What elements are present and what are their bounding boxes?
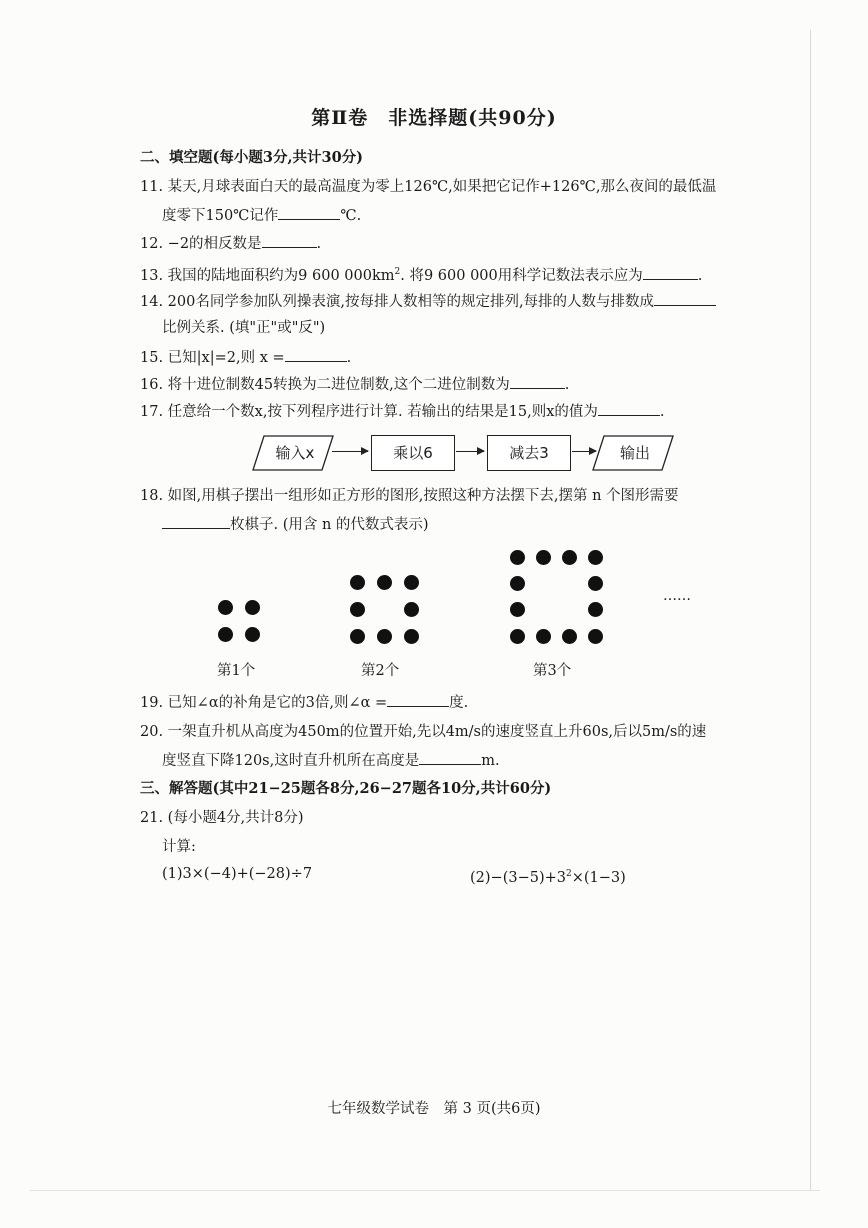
question-11-line1: 11. 某天,月球表面白天的最高温度为零上126℃,如果把它记作+126℃,那么夜间的最低温 bbox=[140, 179, 717, 195]
question-14-line1 bbox=[140, 291, 716, 312]
chess-piece bbox=[377, 629, 392, 644]
question-12-text: 12. −2的相反数是 bbox=[140, 236, 262, 252]
figure-3-label: 第3个 bbox=[533, 663, 572, 679]
chess-piece bbox=[377, 575, 392, 590]
chess-piece bbox=[218, 627, 233, 642]
question-11-line2 bbox=[162, 205, 361, 226]
section-fill-in-header: 二、填空题(每小题3分,共计30分) bbox=[140, 149, 364, 166]
question-11-unit: ℃. bbox=[340, 208, 362, 224]
answer-blank-15 bbox=[285, 347, 347, 362]
question-13 bbox=[140, 262, 702, 286]
chess-piece bbox=[588, 629, 603, 644]
question-16 bbox=[140, 374, 569, 395]
flow-arrow-1 bbox=[332, 451, 368, 452]
page-footer: 七年级数学试卷 第 3 页(共6页) bbox=[327, 1101, 541, 1117]
question-21-header: 21. (每小题4分,共计8分) bbox=[140, 810, 304, 826]
chess-piece bbox=[350, 602, 365, 617]
question-17-end: . bbox=[659, 404, 665, 420]
question-13-superscript: 2 bbox=[394, 267, 401, 277]
question-18-line1: 18. 如图,用棋子摆出一组形如正方形的图形,按照这种方法摆下去,摆第 n 个图形需要 bbox=[140, 488, 679, 504]
question-21-part-2-text: (2)−(3−5)+3 bbox=[470, 869, 566, 886]
chess-piece bbox=[245, 627, 260, 642]
flowchart-input-parallelogram bbox=[258, 435, 332, 469]
question-12 bbox=[140, 233, 321, 254]
question-16-text: 16. 将十进位制数45转换为二进位制数,这个二进位制数为 bbox=[140, 377, 510, 393]
answer-blank-13 bbox=[643, 265, 698, 280]
question-20-text: 度竖直下降120s,这时直升机所在高度是 bbox=[162, 753, 420, 769]
question-15 bbox=[140, 347, 351, 368]
question-21-part-2-exponent: 2 bbox=[565, 869, 572, 879]
question-17 bbox=[140, 401, 665, 422]
answer-blank-16 bbox=[510, 374, 565, 389]
figure-2-label: 第2个 bbox=[361, 663, 400, 679]
chess-piece bbox=[404, 602, 419, 617]
figure-1-label: 第1个 bbox=[217, 663, 256, 679]
question-18-line2 bbox=[162, 514, 429, 535]
question-19 bbox=[140, 692, 468, 713]
question-21-calc-label: 计算: bbox=[162, 839, 196, 855]
question-15-end: . bbox=[346, 350, 352, 366]
answer-blank-19 bbox=[387, 692, 449, 707]
flowchart-output-parallelogram bbox=[598, 435, 672, 469]
question-13-text: 13. 我国的陆地面积约为9 600 000km bbox=[140, 267, 395, 284]
question-21-part-2-text2: ×(1−3) bbox=[571, 869, 626, 886]
answer-blank-11 bbox=[278, 205, 340, 220]
question-15-text: 15. 已知|x|=2,则 x = bbox=[140, 350, 285, 366]
chess-piece bbox=[510, 576, 525, 591]
question-18-text: 枚棋子. (用含 n 的代数式表示) bbox=[230, 517, 429, 533]
chess-piece bbox=[404, 629, 419, 644]
flowchart-input-label: 输入x bbox=[275, 444, 315, 462]
answer-blank-17 bbox=[598, 401, 660, 416]
question-16-end: . bbox=[564, 377, 570, 393]
flowchart-output-label: 输出 bbox=[619, 444, 650, 462]
question-19-text: 19. 已知∠α的补角是它的3倍,则∠α = bbox=[140, 695, 388, 711]
question-14-line2: 比例关系. (填"正"或"反") bbox=[162, 320, 326, 336]
chess-piece bbox=[562, 550, 577, 565]
question-13-end: . bbox=[697, 267, 703, 284]
page-title: 第Ⅱ卷 非选择题(共90分) bbox=[311, 107, 557, 129]
chess-piece bbox=[588, 576, 603, 591]
answer-blank-12 bbox=[262, 233, 317, 248]
program-flowchart bbox=[250, 432, 670, 472]
question-14-text: 14. 200名同学参加队列操表演,按每排人数相等的规定排列,每排的人数与排数成 bbox=[140, 294, 655, 310]
chess-piece bbox=[350, 629, 365, 644]
question-20-line2 bbox=[162, 750, 500, 771]
chess-piece bbox=[350, 575, 365, 590]
question-21-part-2 bbox=[470, 864, 626, 888]
flowchart-multiply-box: 乘以6 bbox=[371, 435, 455, 471]
chess-piece bbox=[510, 629, 525, 644]
question-11-text: 度零下150℃记作 bbox=[162, 208, 279, 224]
chess-piece bbox=[404, 575, 419, 590]
question-13-text2: . 将9 600 000用科学记数法表示应为 bbox=[400, 267, 643, 284]
chess-piece bbox=[588, 602, 603, 617]
chess-piece bbox=[510, 602, 525, 617]
answer-blank-20 bbox=[419, 750, 481, 765]
chess-piece bbox=[510, 550, 525, 565]
chess-piece bbox=[588, 550, 603, 565]
question-19-end: 度. bbox=[449, 695, 469, 711]
chess-piece bbox=[536, 550, 551, 565]
question-21-part-1: (1)3×(−4)+(−28)÷7 bbox=[162, 866, 313, 882]
flowchart-subtract-box: 减去3 bbox=[487, 435, 571, 471]
question-20-unit: m. bbox=[481, 753, 500, 769]
scan-edge-line bbox=[810, 30, 811, 1190]
chess-piece bbox=[562, 629, 577, 644]
chess-piece bbox=[536, 629, 551, 644]
chess-piece bbox=[218, 600, 233, 615]
question-17-text: 17. 任意给一个数x,按下列程序进行计算. 若输出的结果是15,则x的值为 bbox=[140, 404, 598, 420]
question-20-line1: 20. 一架直升机从高度为450m的位置开始,先以4m/s的速度竖直上升60s,后以5m/s的速 bbox=[140, 724, 707, 740]
chess-piece bbox=[245, 600, 260, 615]
answer-blank-18 bbox=[162, 514, 230, 529]
section-answer-header: 三、解答题(其中21−25题各8分,26−27题各10分,共计60分) bbox=[140, 780, 552, 797]
flow-arrow-2 bbox=[456, 451, 484, 452]
answer-blank-14 bbox=[654, 291, 716, 306]
scan-bottom-line bbox=[30, 1190, 820, 1191]
question-12-end: . bbox=[316, 236, 322, 252]
figure-ellipsis: …… bbox=[663, 588, 691, 604]
